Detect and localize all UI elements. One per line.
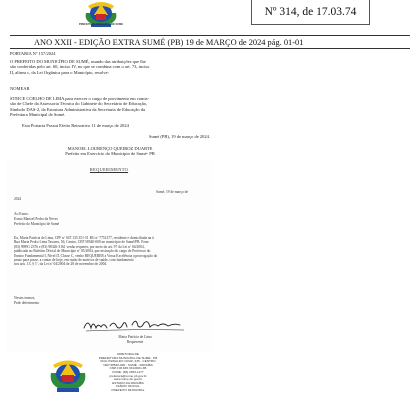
closing-line: Pede deferimento bbox=[14, 301, 40, 305]
scanned-requirement-letter bbox=[6, 160, 212, 352]
text-line: Prefeitura Municipal de Sumé. bbox=[10, 112, 66, 118]
address-line: ESTADO DA PARAÍBA bbox=[112, 380, 144, 385]
header-rule bbox=[10, 48, 410, 49]
text-line: são de Chefe da Assessoria Técnica do Gabinete do Secretário de Educação, bbox=[10, 101, 148, 107]
requirement-body bbox=[14, 236, 204, 267]
text-line: publicada no Boletim Oficial do Município nº 05/2004, que instrução do cargo de Professor do bbox=[14, 249, 151, 254]
text-line: (83) 99891 2376 e (83) 98326-3161 venho requerer, por meio do art. 97 da Lei nº 04/2004, bbox=[14, 244, 145, 249]
address-line: PREFEITURA MUNICIPAL DE SUMÉ - PB bbox=[98, 355, 158, 360]
address-line: DIÁRIO OFICIAL bbox=[116, 384, 140, 389]
text-line: STEICE COELHO DE LIMA para exercer o cargo de provimento em comis- bbox=[10, 96, 150, 101]
text-line: prazo para posse, a contar de hoje, em razão de motivos de saúde, com fundamento bbox=[14, 258, 134, 263]
address-line: www.sume.pb.gov.br bbox=[113, 377, 143, 382]
address-line: FONE: (83) 3353-1177 bbox=[112, 369, 144, 374]
text-line: nos arts. 13, § 1º, da Lei nº 04/2004 de 28 de novembro de 2004. bbox=[14, 262, 108, 267]
text-line: O PREFEITO DO MUNICÍPIO DE SUMÉ, usando das atribuições que lhe bbox=[10, 59, 146, 64]
requirement-date: Sumé, 19 de março de bbox=[156, 190, 189, 194]
text-line: II, alínea c, da Lei Orgânica para o Município, resolve: bbox=[10, 69, 109, 75]
retroactive-note: Esta Portaria Possui Efeito Retroativo 11 de março de 2024 bbox=[22, 123, 129, 128]
requester-name: Maria Patrícia de Lima bbox=[118, 335, 152, 339]
addressee-line: Exmo Manoel Pedro da Neves bbox=[14, 217, 58, 221]
text-line: Símbolo DAS-2, da Estrutura Administrativa da Secretaria de Educação da bbox=[10, 106, 145, 112]
date-line: Sumé (PB), 19 de março de 2024. bbox=[149, 134, 210, 139]
header-rule bbox=[10, 35, 410, 36]
address-line: CEP 58540-000 - SUMÉ - PARAÍBA bbox=[103, 362, 153, 367]
address-line: prefeitura@sume.pb.gov.br bbox=[109, 373, 147, 378]
addressee-line: Prefeito do Município de Sumé bbox=[14, 222, 60, 226]
footer-crest bbox=[48, 358, 88, 394]
issue-number-box bbox=[251, 0, 370, 25]
portaria-body bbox=[10, 59, 210, 75]
nomear-body bbox=[10, 96, 210, 118]
text-line: Rua Maria Pedro Lima Tavares, 56, Centro, CEP 58540-000 no município de Sumé/PB. Fone: bbox=[14, 240, 150, 245]
requirement-title: REQUERIMENTO bbox=[89, 167, 129, 172]
signer-name: MANOEL LOURENÇO QUEIROZ DUARTE bbox=[67, 146, 153, 151]
portaria-title: PORTARIA Nº 157/2024 bbox=[10, 51, 56, 56]
address-line: PREFEITO MUNICIPAL bbox=[111, 387, 145, 392]
text-line: Ensino Fundamental I, Nível II, Classe C, venho REQUERER a Vossa Excelência a prorrogação do bbox=[14, 253, 158, 258]
requirement-year: 2024 bbox=[14, 197, 22, 201]
edition-line: ANO XXII - EDIÇÃO EXTRA SUMÉ (PB) 19 de MARÇO de 2024 pág. 01-01 bbox=[34, 38, 304, 47]
address-line: CNPJ 08.945.331/0001-86 bbox=[109, 366, 147, 371]
text-line: Eu, Maria Patrícia de Lima, CPF nº 047.135.351-51 RG nº 7751277, residente e domiciliada na à bbox=[14, 236, 154, 240]
crest-caption: PREFEITURA MUNICIPAL DE SUMÉ bbox=[79, 23, 123, 26]
addressee-line: Ao Exmo. bbox=[14, 212, 29, 216]
requester-role: Requerente bbox=[126, 340, 144, 344]
issue-number: Nº 314, de 17.03.74 bbox=[264, 5, 357, 18]
text-line: são conferidas pelo art. 60, inciso IV, no que se combina com o art. 73, inciso bbox=[10, 64, 150, 70]
nomear-heading: NOMEAR bbox=[10, 86, 30, 91]
handwritten-signature bbox=[80, 314, 190, 336]
footer-address bbox=[88, 353, 168, 393]
closing-line: Nestes termos, bbox=[14, 296, 36, 300]
address-line: RUA OSWALDO CRUZ, 235 - CENTRO bbox=[100, 359, 156, 364]
signer-role: Prefeito em Exercício do Município de Sumé- PB bbox=[65, 151, 155, 156]
address-line: DIRETORIA DE bbox=[117, 352, 139, 356]
